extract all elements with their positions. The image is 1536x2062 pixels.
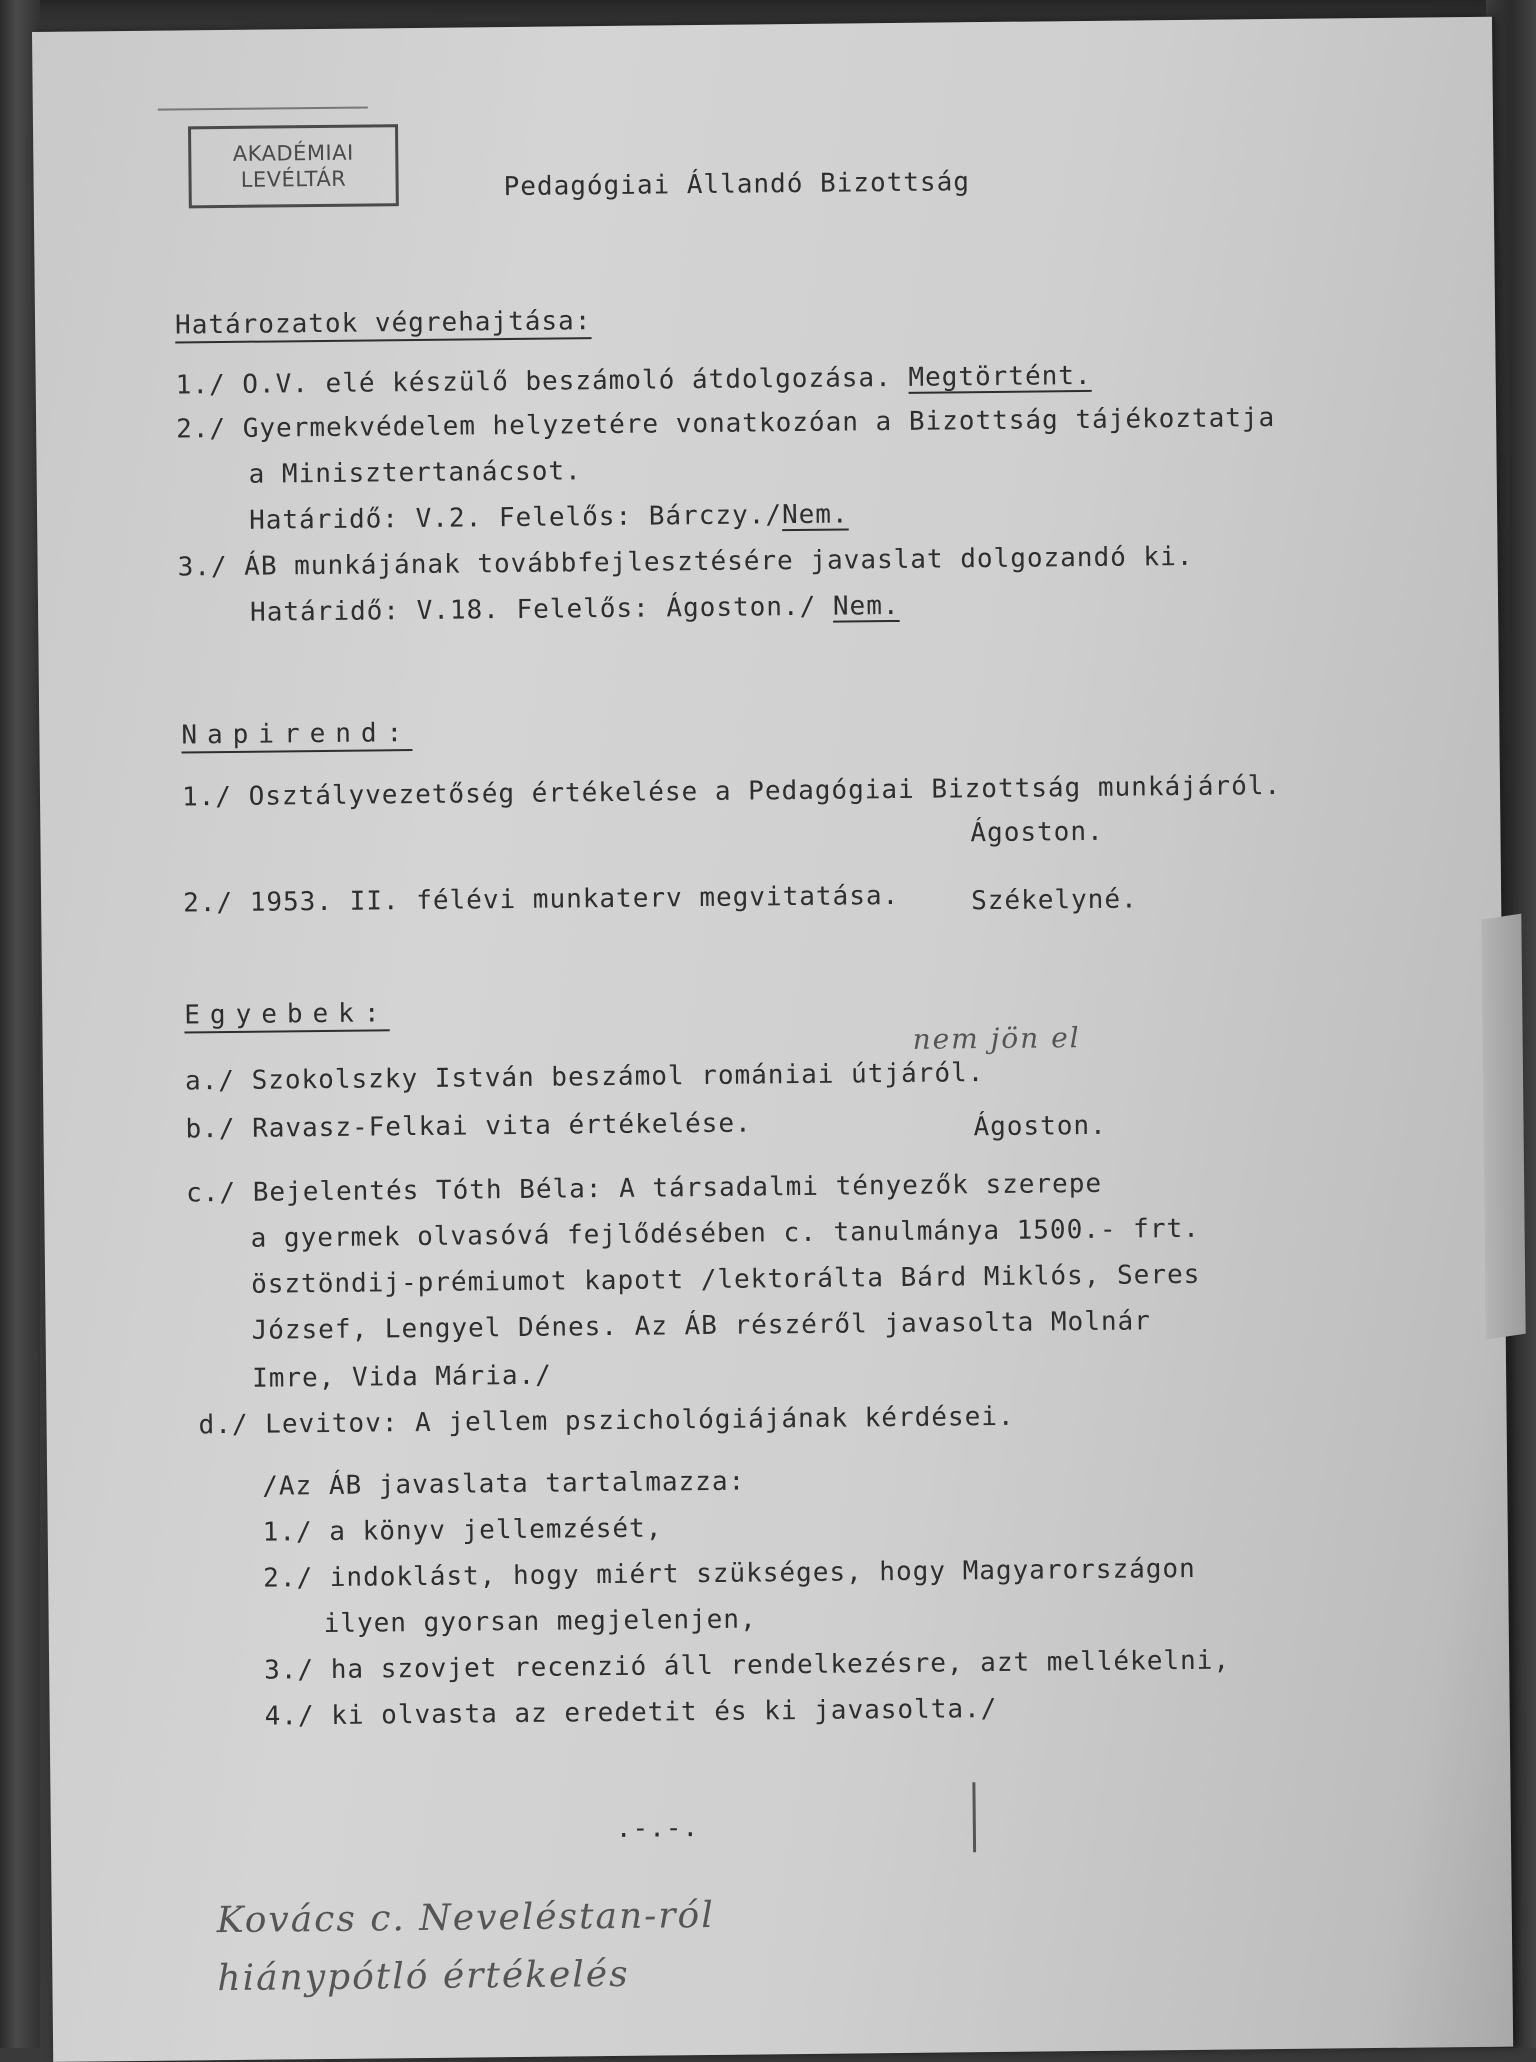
resolution-item-3-deadline: Határidő: V.18. Felelős: Ágoston./: [249, 591, 834, 628]
other-item-b: b./ Ravasz-Felkai vita értékelése.: [185, 1108, 752, 1145]
archive-stamp: [188, 124, 399, 208]
resolutions-heading: Határozatok végrehajtása:: [174, 306, 592, 341]
resolution-item-2-deadline: Határidő: V.2. Felelős: Bárczy./: [248, 500, 783, 536]
document-sheet: [32, 17, 1513, 2062]
other-item-b-person: Ágoston.: [973, 1110, 1107, 1143]
other-item-d-sub-2-line-1: 2./ indoklást, hogy miért szükséges, hogy Magyarországon: [263, 1553, 1196, 1594]
agenda-item-2: 2./ 1953. II. félévi munkaterv megvitatása.: [182, 880, 900, 919]
other-item-c-line-5: Imre, Vida Mária./: [251, 1360, 553, 1394]
resolution-item-2-line-2: a Minisztertanácsot.: [248, 456, 582, 490]
agenda-item-2-person: Székelyné.: [970, 884, 1138, 917]
other-item-c-line-2: a gyermek olvasóvá fejlődésében c. tanulmánya 1500.- frt.: [250, 1213, 1201, 1254]
resolution-item-2-line-1: 2./ Gyermekvédelem helyzetére vonatkozóan a Bizottság tájékoztatja: [176, 403, 1276, 445]
end-mark: .-.-.: [615, 1813, 700, 1844]
resolution-item-3-status: Nem.: [832, 590, 900, 622]
other-heading: Egyebek:: [184, 998, 390, 1031]
agenda-item-1: 1./ Osztályvezetőség értékelése a Pedagógiai Bizottság munkájáról.: [181, 770, 1282, 813]
handwritten-note-line-2: hiánypótló értékelés: [217, 1953, 630, 2000]
other-item-d: d./ Levitov: A jellem pszichológiájának kérdései.: [198, 1401, 1015, 1441]
handwritten-note-line-1: Kovács c. Neveléstan-ról: [216, 1894, 715, 1942]
other-item-d-sub-4: 4./ ki olvasta az eredetit és ki javasolta./: [264, 1693, 998, 1732]
agenda-heading: Napirend:: [181, 718, 413, 751]
other-item-c-line-4: József, Lengyel Dénes. Az ÁB részéről javasolta Molnár: [251, 1306, 1152, 1346]
other-item-d-sub-1: 1./ a könyv jellemzését,: [262, 1513, 663, 1548]
resolution-item-2-line-3: [249, 499, 849, 535]
other-item-d-intro: /Az ÁB javaslata tartalmazza:: [262, 1466, 746, 1502]
other-item-d-sub-3: 3./ ha szovjet recenzió áll rendelkezésre, azt mellékelni,: [264, 1645, 1231, 1686]
other-item-c-line-3: ösztöndij-prémiumot kapott /lektorálta Bárd Miklós, Seres: [250, 1259, 1201, 1300]
other-item-a: a./ Szokolszky István beszámol romániai útjáról.: [184, 1058, 985, 1097]
stamp-mark: [158, 106, 368, 110]
resolution-item-3-line-2: [250, 591, 900, 628]
resolution-item-2-status: Nem.: [781, 499, 849, 531]
resolution-item-3-line-1: 3./ ÁB munkájának továbbfejlesztésére javaslat dolgozandó ki.: [177, 541, 1194, 583]
document-title: Pedagógiai Állandó Bizottság: [503, 167, 971, 203]
sheet-torn-edge: [1481, 914, 1525, 1340]
other-item-c-line-1: c./ Bejelentés Tóth Béla: A társadalmi tényezők szerepe: [186, 1168, 1103, 1209]
resolution-item-1-text: 1./ O.V. elé készülő beszámoló átdolgozása.: [175, 362, 909, 401]
stamp-line-2: LEVÉLTÁR: [240, 166, 347, 192]
resolution-item-1-status: Megtörtént.: [908, 360, 1092, 393]
agenda-item-1-person: Ágoston.: [970, 816, 1104, 849]
other-item-d-sub-2-line-2: ilyen gyorsan megjelenjen,: [323, 1604, 757, 1640]
stamp-line-1: AKADÉMIAI: [232, 140, 354, 166]
pencil-mark: [972, 1782, 976, 1852]
handwritten-annotation-a: nem jön el: [912, 1021, 1081, 1056]
resolution-item-1: [176, 361, 1092, 401]
